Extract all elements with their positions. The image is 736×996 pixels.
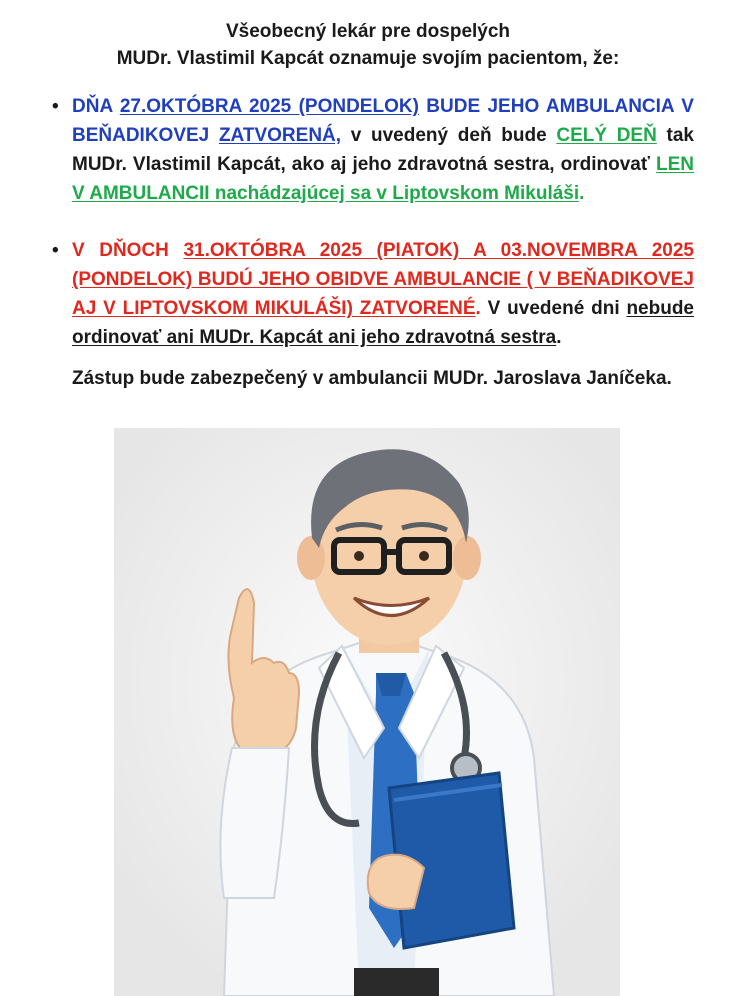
item2-dates-closed: 31.OKTÓBRA 2025 (PIATOK) A 03.NOVEMBRA 2025 (PONDELOK) BUDÚ JEHO OBIDVE AMBULANCIE ( V BEŇADIKOVEJ AJ V LIPTOVSKOM MIKULÁŠI) ZATVORENÉ bbox=[72, 240, 694, 319]
item2-dot: . bbox=[475, 298, 481, 319]
bullet-icon: • bbox=[52, 240, 59, 261]
item1-whole-day: CELÝ DEŇ bbox=[556, 125, 657, 146]
substitute-note: Zástup bude zabezpečený v ambulancii MUDr. Jaroslava Janíčeka. bbox=[72, 368, 672, 389]
item1-text-a: v uvedený deň bude bbox=[341, 125, 557, 146]
item2-intro: V DŇOCH bbox=[72, 240, 184, 261]
item1-text-b: tak MUDr. Vlastimil Kapcát, ako aj jeho zdravotná sestra, ordinovať bbox=[72, 125, 694, 175]
notice-header bbox=[0, 18, 736, 72]
item1-only-in-liptovsky-mikulas: LEN V AMBULANCII nachádzajúcej sa v Liptovskom Mikuláši bbox=[72, 154, 694, 204]
doctor-illustration bbox=[114, 428, 620, 996]
item1-date: 27.OKTÓBRA 2025 (PONDELOK) bbox=[119, 96, 419, 117]
item2-text-a: V uvedené dni bbox=[480, 298, 627, 319]
belt bbox=[354, 968, 439, 996]
item1-end: . bbox=[579, 183, 585, 204]
notice-item-1 bbox=[52, 92, 694, 208]
header-line-2: MUDr. Vlastimil Kapcát oznamuje svojím pacientom, že: bbox=[116, 48, 620, 69]
item1-intro: DŇA bbox=[72, 96, 120, 117]
header-line-1: Všeobecný lekár pre dospelých bbox=[225, 21, 511, 42]
item2-not-ordinate: nebude ordinovať ani MUDr. Kapcát ani jeho zdravotná sestra bbox=[72, 298, 694, 348]
bullet-icon: • bbox=[52, 96, 59, 117]
notice-item-2 bbox=[52, 236, 694, 352]
item1-closed: ZATVORENÁ, bbox=[218, 125, 342, 146]
item2-end: . bbox=[556, 327, 562, 348]
item1-ambulance: BUDE JEHO AMBULANCIA V BEŇADIKOVEJ bbox=[72, 96, 694, 146]
